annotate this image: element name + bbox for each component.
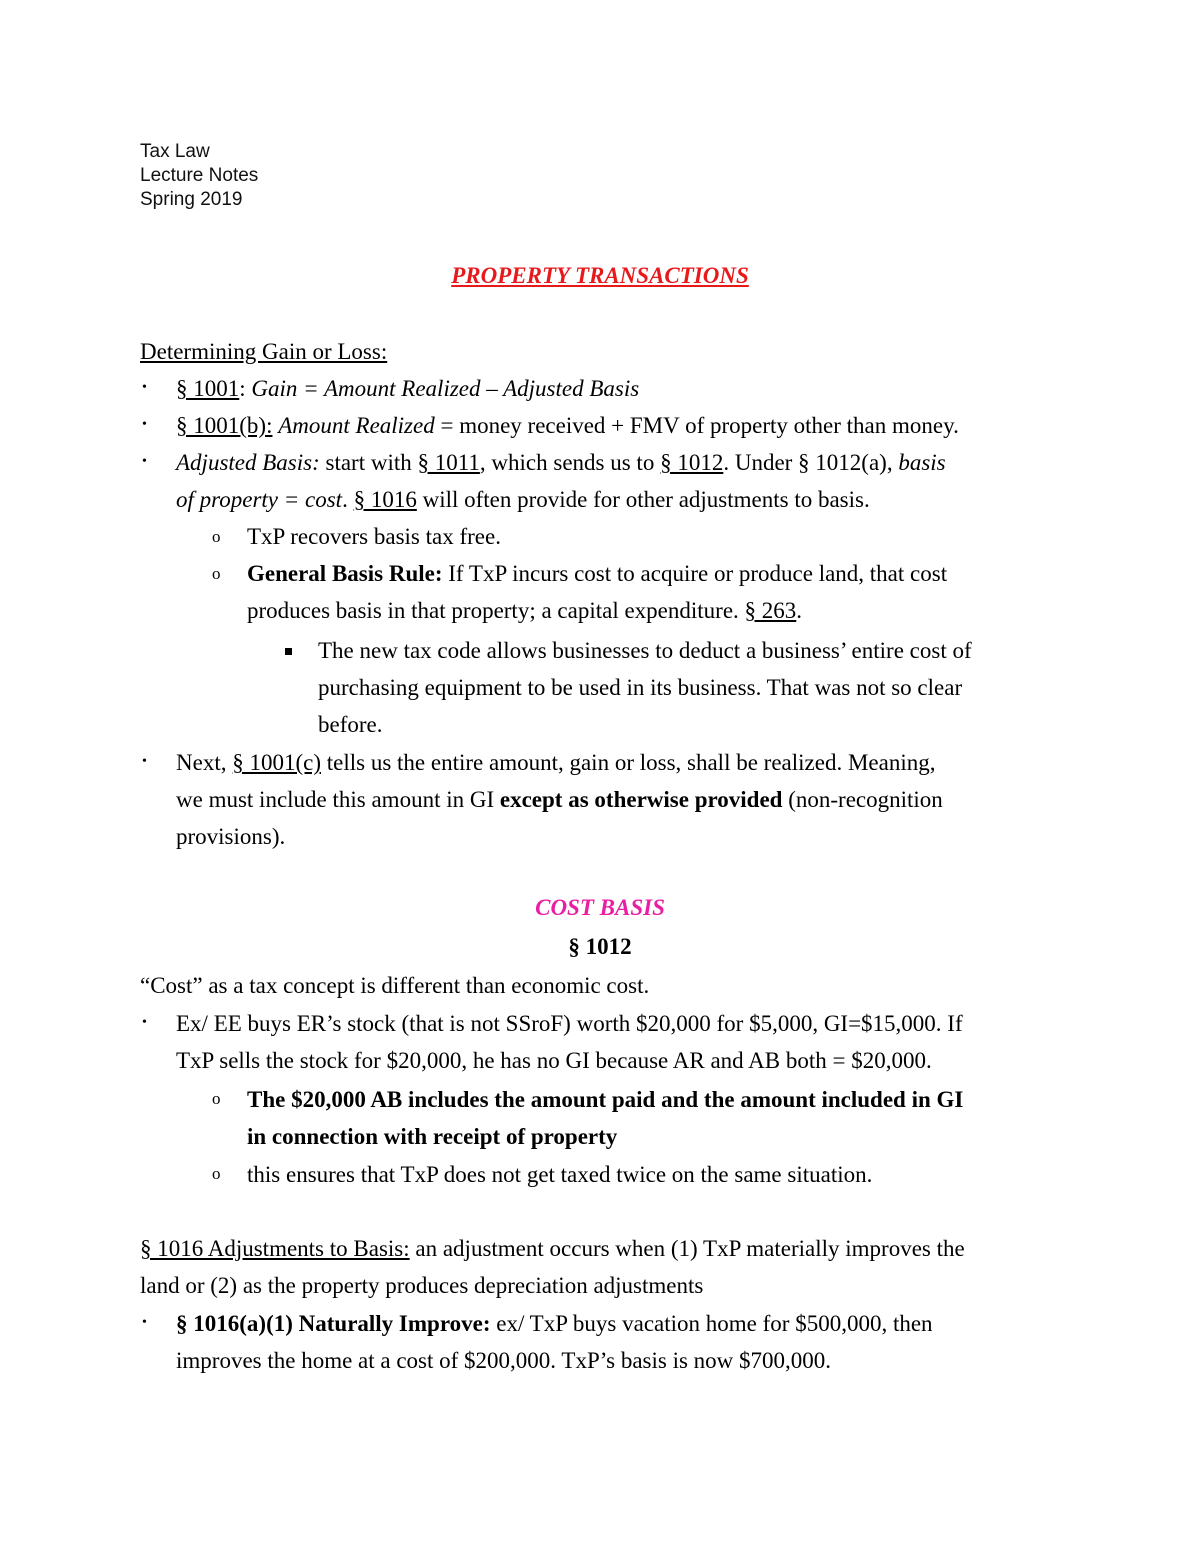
bullet-icon: • [142,1315,147,1330]
list-item: TxP recovers basis tax free. [247,524,501,549]
square-bullet-icon [285,648,292,655]
list-item: § 1016(a)(1) Naturally Improve: ex/ TxP buys vacation home for $500,000, then [176,1311,933,1336]
term-label: Spring 2019 [140,189,243,210]
circle-bullet-icon: o [212,1089,221,1108]
section-title: COST BASIS [535,895,665,920]
gain-loss-heading: Determining Gain or Loss: [140,339,388,364]
list-item: this ensures that TxP does not get taxed twice on the same situation. [247,1162,873,1187]
circle-bullet-icon: o [212,1164,221,1183]
list-item-continuation: before. [318,712,383,737]
list-item: § 1001: Gain = Amount Realized – Adjusted Basis [176,376,640,401]
paragraph: § 1016 Adjustments to Basis: an adjustment occurs when (1) TxP materially improves the [140,1236,965,1261]
list-item-continuation: purchasing equipment to be used in its business. That was not so clear [318,675,963,700]
bullet-icon: • [142,380,147,395]
list-item: The new tax code allows businesses to deduct a business’ entire cost of [318,638,972,663]
section-reference: § 1012 [568,934,632,959]
list-item: Ex/ EE buys ER’s stock (that is not SSroF) worth $20,000 for $5,000, GI=$15,000. If [176,1011,963,1036]
list-item-continuation: improves the home at a cost of $200,000. TxP’s basis is now $700,000. [176,1348,832,1373]
bullet-icon: • [142,454,147,469]
list-item-continuation: of property = cost. § 1016 will often provide for other adjustments to basis. [176,487,870,512]
paragraph: “Cost” as a tax concept is different than economic cost. [140,973,650,998]
list-item-continuation: produces basis in that property; a capital expenditure. § 263. [247,598,803,623]
list-item-continuation: we must include this amount in GI except as otherwise provided (non-recognition [176,787,943,812]
bullet-icon: • [142,417,147,432]
list-item: § 1001(b): Amount Realized = money received + FMV of property other than money. [176,413,959,438]
document-header [140,140,258,212]
list-item: General Basis Rule: If TxP incurs cost to acquire or produce land, that cost [247,561,948,586]
list-item-continuation: TxP sells the stock for $20,000, he has no GI because AR and AB both = $20,000. [176,1048,932,1073]
course-name: Tax Law [140,141,210,162]
list-item-continuation: provisions). [176,824,286,849]
bullet-icon: • [142,1015,147,1030]
list-item-continuation: in connection with receipt of property [247,1124,618,1149]
circle-bullet-icon: o [212,527,221,546]
bullet-icon: • [142,754,147,769]
list-item: The $20,000 AB includes the amount paid and the amount included in GI [247,1087,964,1112]
notes-label: Lecture Notes [140,165,259,186]
list-item: Adjusted Basis: start with § 1011, which sends us to § 1012. Under § 1012(a), basis [176,450,946,475]
paragraph-continuation: land or (2) as the property produces depreciation adjustments [140,1273,704,1298]
list-item: Next, § 1001(c) tells us the entire amount, gain or loss, shall be realized. Meaning, [176,750,936,775]
page-title: PROPERTY TRANSACTIONS [451,263,749,288]
circle-bullet-icon: o [212,564,221,583]
